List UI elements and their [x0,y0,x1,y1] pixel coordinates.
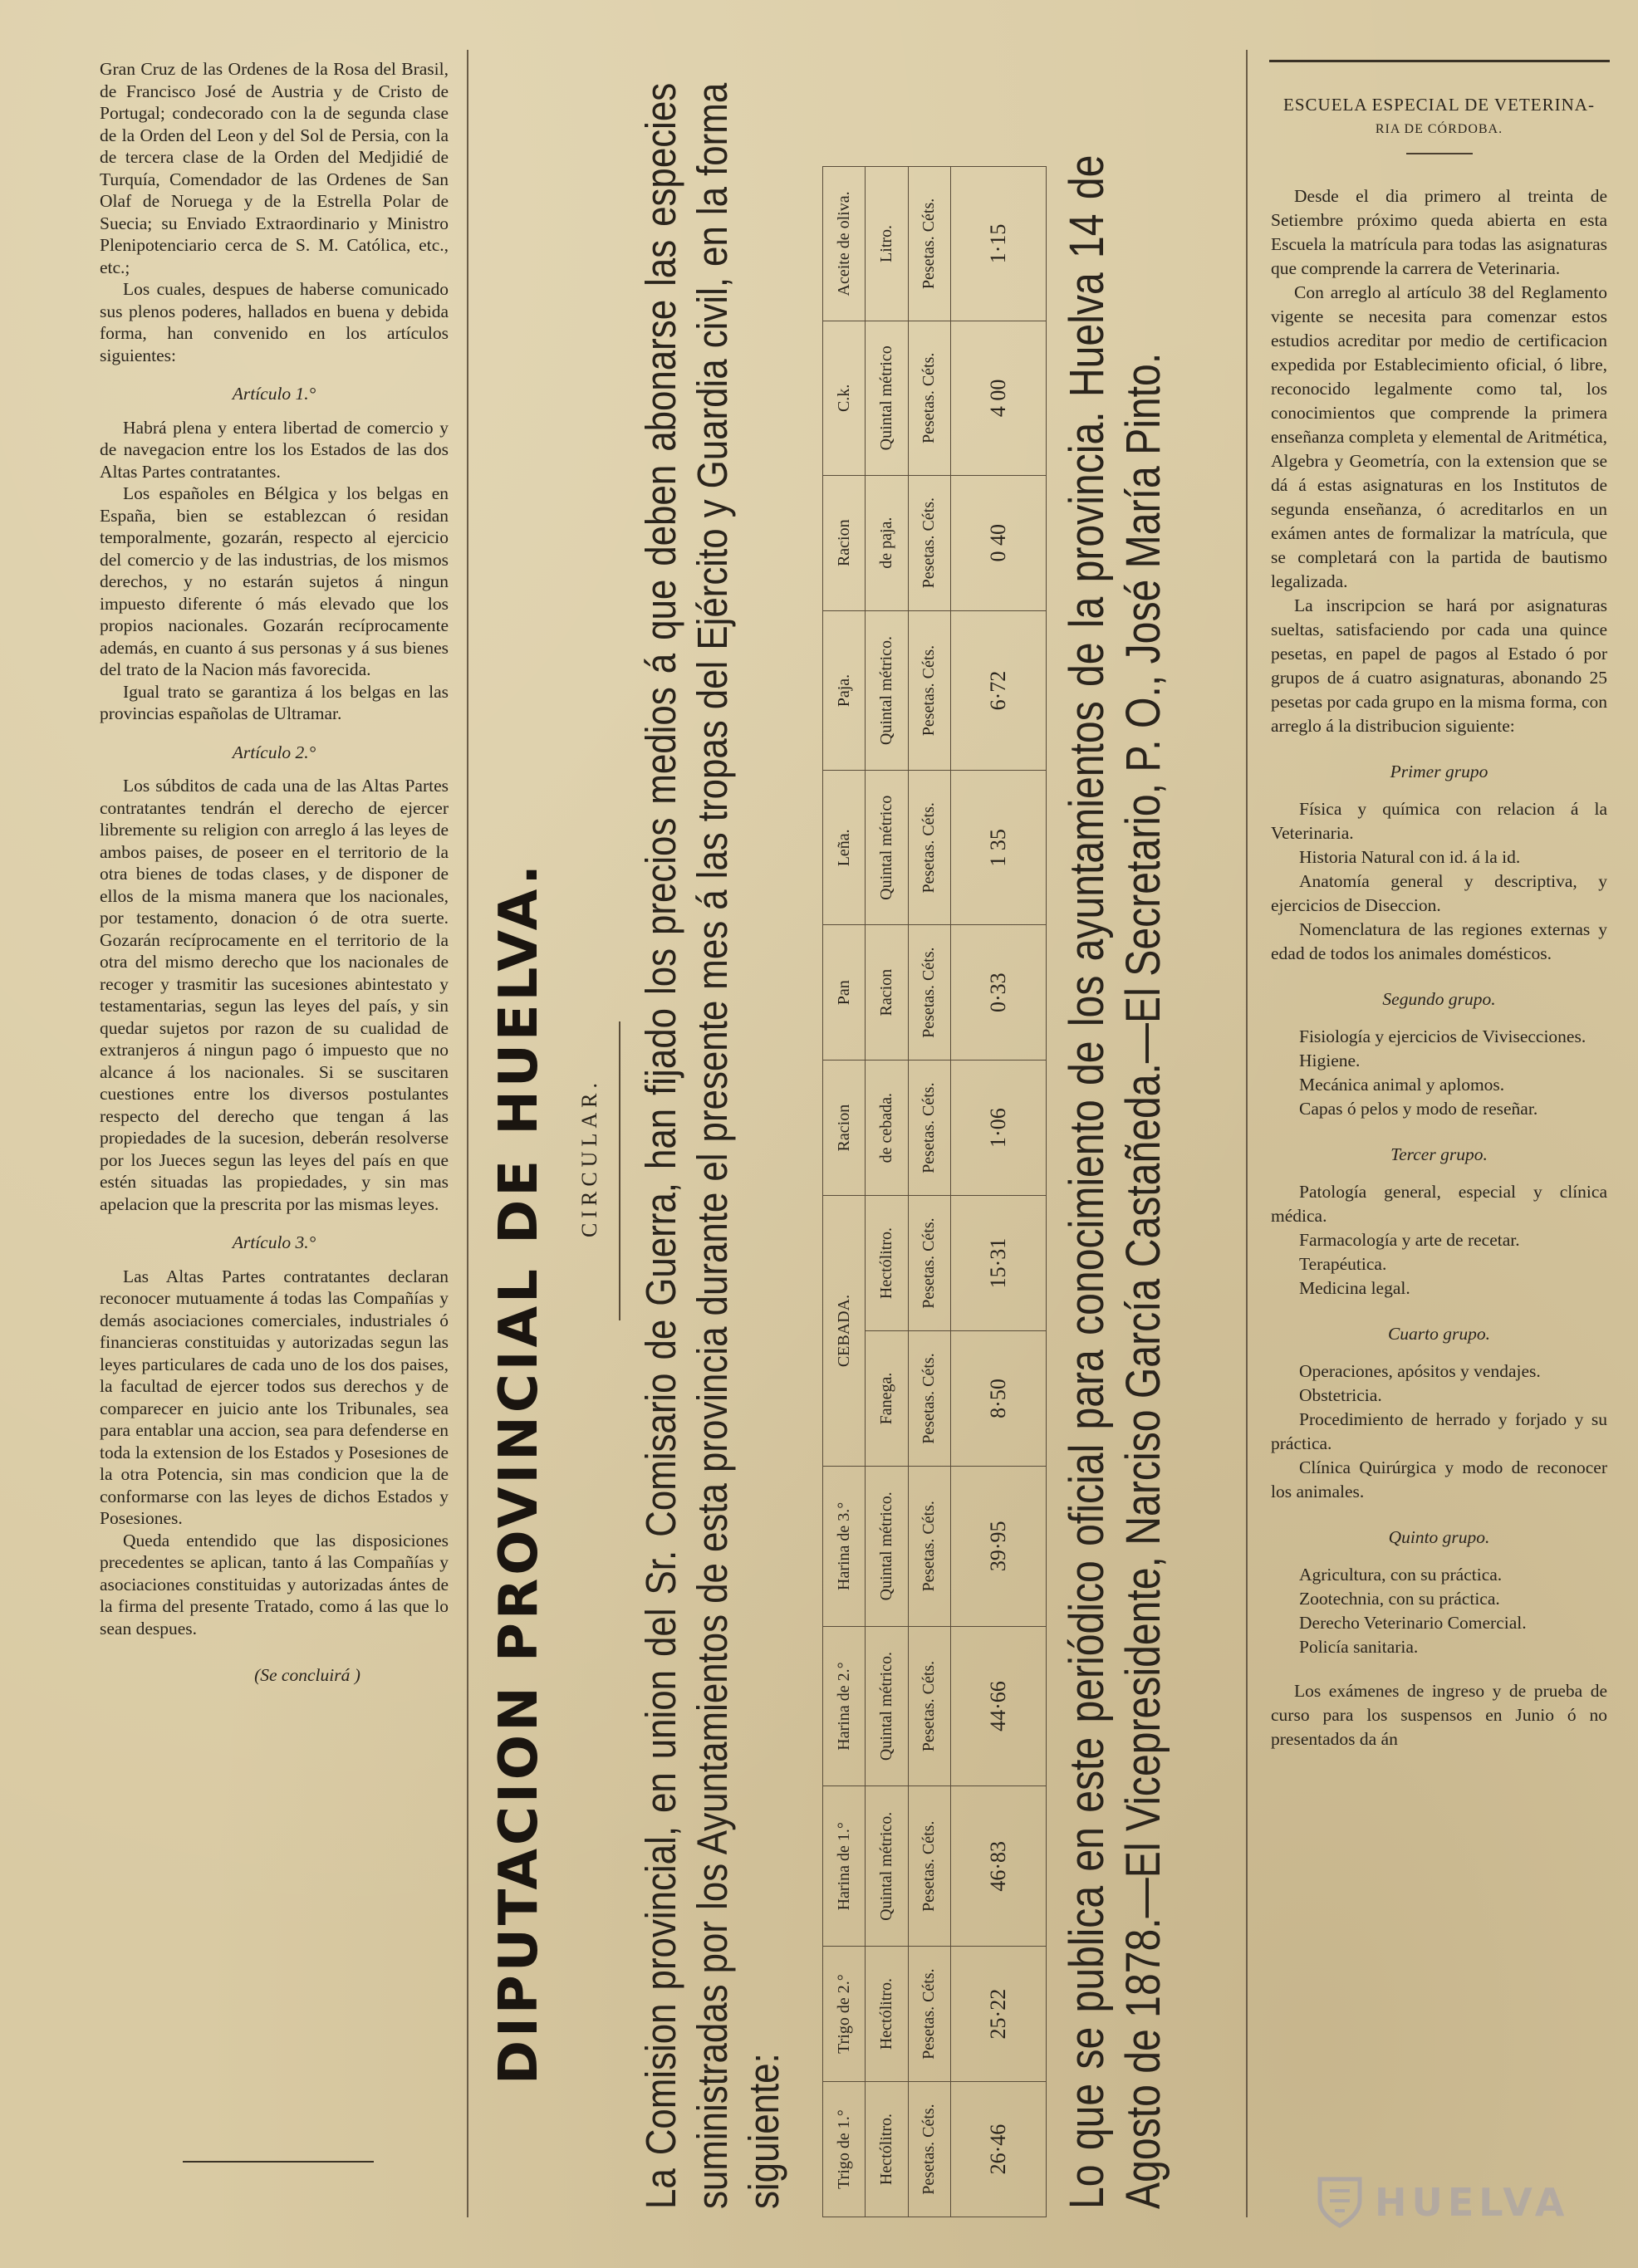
table-cell: 0 40 [951,475,1047,610]
table-currency: Pesetas. Céts. [908,321,950,475]
table-header: Trigo de 1.° [823,2082,866,2217]
table-header: Aceite de oliva. [823,167,866,321]
notice-paragraph: Con arreglo al artículo 38 del Reglamento vigente se necesita para comenzar estos estudios acreditar por medio de certificacion expedida por Establecimiento oficial, ó libre, reconocido legalmente como tal, los conocimientos que comprende la primera enseñanza completa y elemental de Aritmética, Algebra y Geometría, con la extension que se dá á estas asignaturas en los Institutos de segunda enseñanza, ó acreditarlos en un exámen antes de formalizar la matrícula, que se completará con la partida de bautismo legalizada. [1271,282,1607,591]
circular-closing: Lo que se publica en este periódico oficial para conocimiento de los ayuntamientos de la provincia. Huelva 14 de Agosto de 1878.—El Vicepresidente, Narciso García Castañeda.—El Secretario, P. O., José María Pinto. [1060,154,1170,2209]
list-item: Obstetricia. [1299,1385,1382,1405]
table-currency: Pesetas. Céts. [908,475,950,610]
list-item: Mecánica animal y aplomos. [1299,1075,1505,1095]
table-header: Racion [823,1061,866,1196]
shield-icon [1317,2176,1363,2229]
list-item: Patología general, especial y clínica médica. [1271,1182,1607,1226]
table-unit-row [866,167,908,2217]
table-unit: Litro. [866,167,908,321]
watermark-text: HUELVA [1375,2180,1570,2225]
group-heading: Tercer grupo. [1390,1144,1488,1164]
treaty-paragraph: Las Altas Partes contratantes declaran reconocer mutuamente á todas las Compañías y demás asociaciones comerciales, industriales ó financieras constituidas y autorizadas segun las leyes particulares de cada uno de los dos paises, la facultad de ejercer todos sus derechos y de comparecer en juicio ante los Tribunales, sea para entablar una accion, sea para defenderse en toda la extension de los Estados y Posesiones de la otra Potencia, sin mas condicion que la de conformarse con las leyes de dichos Estados y Posesiones. [100,1266,449,1528]
table-unit: Hectólitro. [866,1196,908,1331]
table-cell: 6·72 [951,610,1047,771]
veterinary-school-notice [1271,93,1607,1751]
list-item: Medicina legal. [1299,1278,1410,1298]
group-heading: Cuarto grupo. [1387,1324,1491,1344]
table-unit: Racion [866,925,908,1061]
table-header: CEBADA. [823,1196,866,1467]
article-heading: Artículo 3.° [232,1232,316,1252]
list-item: Higiene. [1299,1051,1361,1070]
table-currency: Pesetas. Céts. [908,925,950,1061]
group-heading: Quinto grupo. [1388,1527,1490,1547]
table-unit: Quintal métrico. [866,1626,908,1786]
top-rule-right [1269,60,1610,62]
table-header: Racion [823,475,866,610]
group-list [1271,797,1607,966]
table-currency: Pesetas. Céts. [908,2082,950,2217]
treaty-paragraph: Los súbditos de cada una de las Altas Partes contratantes tendrán el derecho de ejercer libremente su religion con arreglo á las leyes de ambos paises, de poseer en el territorio de la otra bienes de todas clases, y de disponer de ellos de la misma manera que los nacionales, por testamento, donacion ó de otra suerte. Gozarán recíprocamente en el territorio de la otra del mismo derecho que los nacionales de recoger y trasmitir las sucesiones abintestato y testamentarias, segun las leyes del país, y sin quedar sujetos por razon de su cualidad de extranjeros á ningun pago ó impuesto que no alcance á los nacionales. Si se suscitaren cuestiones entre los diversos postulantes respecto del derecho que tengan á las propiedades de la sucesion, deberán resolverse por los Jueces segun las leyes del país en que estén situadas las propiedades, y sin mas apelacion que la prescrita por las mismas leyes. [100,776,449,1214]
table-currency: Pesetas. Céts. [908,1196,950,1331]
to-be-continued-note: (Se concluirá ) [254,1665,360,1685]
column-rule-left [467,50,468,2217]
circular-label: CIRCULAR. [577,1078,601,1237]
article-heading: Artículo 1.° [232,384,316,404]
list-item: Anatomía general y descriptiva, y ejercicios de Diseccion. [1271,871,1607,915]
group-list [1271,1180,1607,1301]
treaty-paragraph: Los cuales, despues de haberse comunicado sus plenos poderes, hallados en buena y debida forma, han convenido en los artículos siguientes: [100,279,449,365]
table-header: Harina de 1.° [823,1786,866,1947]
list-item: Agricultura, con su práctica. [1299,1565,1503,1585]
list-item: Fisiología y ejercicios de Vivisecciones. [1299,1026,1587,1046]
table-currency: Pesetas. Céts. [908,771,950,925]
table-unit: Hectólitro. [866,1947,908,2082]
group-list [1271,1025,1607,1121]
table-currency: Pesetas. Céts. [908,1061,950,1196]
group-list [1271,1359,1607,1504]
table-cell: 39·95 [951,1466,1047,1626]
table-header: Leña. [823,771,866,925]
list-item: Farmacología y arte de recetar. [1299,1230,1520,1250]
list-item: Física y química con relacion á la Veterinaria. [1271,799,1607,843]
table-unit: Hectólitro. [866,2082,908,2217]
table-header: C.k. [823,321,866,475]
table-currency: Pesetas. Céts. [908,1786,950,1947]
table-cell: 25·22 [951,1947,1047,2082]
notice-rule [1406,153,1473,154]
list-item: Derecho Veterinario Comercial. [1299,1613,1527,1633]
table-cell: 15·31 [951,1196,1047,1331]
archive-watermark [1317,2169,1616,2236]
table-unit: Quintal métrico. [866,1786,908,1947]
table-cell: 0·33 [951,925,1047,1061]
column-end-rule [183,2161,374,2163]
table-currency: Pesetas. Céts. [908,1626,950,1786]
table-cell: 8·50 [951,1331,1047,1467]
table-unit: Quintal métrico. [866,1466,908,1626]
table-cell: 1·15 [951,167,1047,321]
table-cell: 1 35 [951,771,1047,925]
treaty-paragraph: Habrá plena y entera libertad de comercio y de navegacion entre los los Estados de las dos Altas Partes contratantes. [100,417,449,482]
table-currency: Pesetas. Céts. [908,1947,950,2082]
list-item: Procedimiento de herrado y forjado y su práctica. [1271,1409,1607,1453]
table-cell: 4 00 [951,321,1047,475]
table-cell: 26·46 [951,2082,1047,2217]
table-unit: Quintal métrico [866,321,908,475]
list-item: Zootechnia, con su práctica. [1299,1589,1500,1609]
table-cell: 1·06 [951,1061,1047,1196]
notice-subtitle: RIA DE CÓRDOBA. [1375,122,1503,136]
group-heading: Primer grupo [1390,762,1488,781]
table-currency: Pesetas. Céts. [908,1466,950,1626]
table-currency-row [908,167,950,2217]
table-cell: 46·83 [951,1786,1047,1947]
circular-rule [619,1021,620,1320]
table-unit: Fanega. [866,1331,908,1467]
group-list [1271,1563,1607,1659]
table-currency: Pesetas. Céts. [908,1331,950,1467]
article-heading: Artículo 2.° [232,742,316,762]
list-item: Capas ó pelos y modo de reseñar. [1299,1099,1538,1119]
table-value-row [951,167,1047,2217]
notice-title: ESCUELA ESPECIAL DE VETERINA- [1283,95,1595,115]
group-heading: Segundo grupo. [1382,989,1496,1009]
treaty-paragraph: Gran Cruz de las Ordenes de la Rosa del Brasil, de Francisco José de Austria y de Cristo de Portugal; condecorado con la de segunda clase de la Orden del Leon y del Sol de Persia, con la de tercera clase de la Orden del Medjidié de Turquía, Comendador de las Ordenes de San Olaf de Noruega y de la Estrella Polar de Suecia; su Enviado Extraordinario y Ministro Plenipotenciario cerca de S. M. Católica, etc., etc.; [100,59,449,277]
treaty-article-column [100,58,449,1687]
table-unit: de paja. [866,475,908,610]
table-header: Harina de 3.° [823,1466,866,1626]
table-header-row [823,167,866,2217]
circular-intro: La Comision provincial, en union del Sr. Comisario de Guerra, han fijado los precios medios á que deben abonarse las especies suministradas por los Ayuntamientos de esta provincia durante el presente mes á las tropas del Ejército y Guardia civil, en la forma siguiente: [637,82,787,2209]
treaty-paragraph: Queda entendido que las disposiciones precedentes se aplican, tanto á las Compañías y asociaciones constituidas y autorizadas ántes de la firma del presente Tratado, como á las que lo sean despues. [100,1530,449,1639]
treaty-paragraph: Igual trato se garantiza á los belgas en las provincias españolas de Ultramar. [100,681,449,723]
table-unit: Quintal métrico. [866,610,908,771]
table-header: Trigo de 2.° [823,1947,866,2082]
table-unit: Quintal métrico [866,771,908,925]
treaty-paragraph: Los españoles en Bélgica y los belgas en España, bien se establezcan ó residan temporalmente, gozarán, respecto al ejercicio del comercio y de las industrias, de los mismos derechos, y no estarán sujetos á ningun impuesto diferente ó más elevado que los propios nacionales. Gozarán recíprocamente además, en cuanto á sus personas y á sus bienes del trato de la Nacion más favorecida. [100,483,449,679]
price-table [822,166,1047,2217]
diputacion-banner: DIPUTACION PROVINCIAL DE HUELVA. [488,861,550,2084]
notice-paragraph: Los exámenes de ingreso y de prueba de curso para los suspensos en Junio ó no presentados da án [1271,1681,1607,1749]
list-item: Nomenclatura de las regiones externas y edad de todos los animales domésticos. [1271,919,1607,963]
table-currency: Pesetas. Céts. [908,610,950,771]
list-item: Operaciones, apósitos y vendajes. [1299,1361,1541,1381]
table-header: Pan [823,925,866,1061]
list-item: Terapéutica. [1299,1254,1387,1274]
list-item: Historia Natural con id. á la id. [1299,847,1521,867]
table-unit: de cebada. [866,1061,908,1196]
table-header: Paja. [823,610,866,771]
table-header: Harina de 2.° [823,1626,866,1786]
table-currency: Pesetas. Céts. [908,167,950,321]
table-cell: 44·66 [951,1626,1047,1786]
notice-paragraph: La inscripcion se hará por asignaturas sueltas, satisfaciendo por cada una quince pesetas, en papel de pagos al Estado ó por grupos de á cuatro asignaturas, abonando 25 pesetas por cada grupo en la misma forma, con arreglo á la distribucion siguiente: [1271,595,1607,736]
list-item: Policía sanitaria. [1299,1637,1419,1657]
notice-paragraph: Desde el dia primero al treinta de Setiembre próximo queda abierta en esta Escuela la matrícula para todas las asignaturas que comprende la carrera de Veterinaria. [1271,186,1607,278]
list-item: Clínica Quirúrgica y modo de reconocer los animales. [1271,1457,1607,1501]
